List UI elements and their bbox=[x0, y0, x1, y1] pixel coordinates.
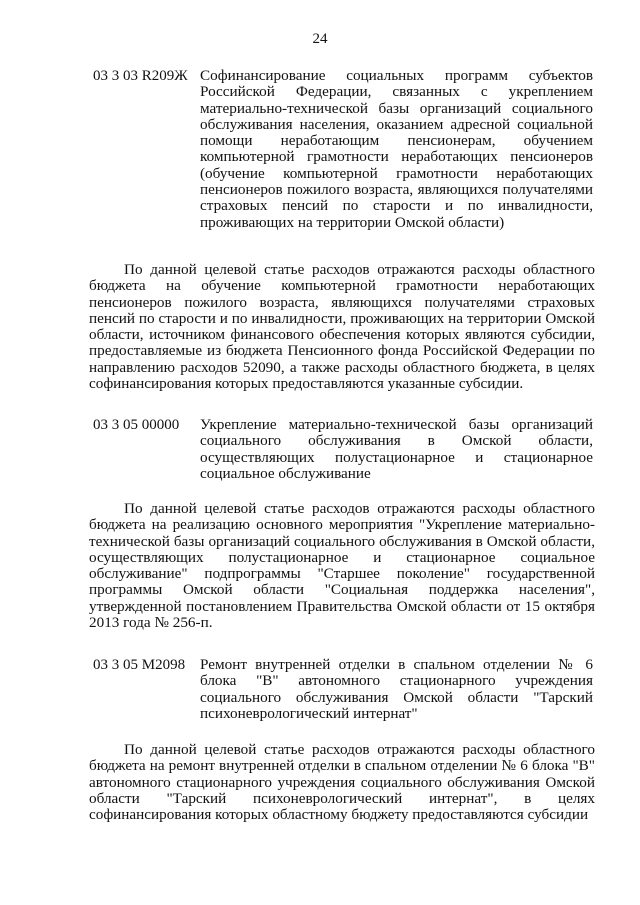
budget-code: 03 3 03 R209Ж bbox=[93, 68, 188, 84]
budget-entry-title: Укрепление материально-технической базы организаций социального обслуживания в Омской области, осуществляющих полустационарное и стационарное социальное обслуживание bbox=[200, 416, 593, 482]
budget-entry-description: По данной целевой статье расходов отражаются расходы областного бюджета на ремонт внутренней отделки в спальном отделении № 6 блока "В" автономного стационарного учреждения социального обслуживания Омской области "Тарский психоневрологический интернат", в целях софинансирования которых областному бюджету предоставляются субсидии bbox=[89, 741, 595, 824]
budget-entry-description: По данной целевой статье расходов отражаются расходы областного бюджета на обучение компьютерной грамотности неработающих пенсионеров пожилого возраста, являющихся получателями страховых пенсий по старости и по инвалидности, проживающих на территории Омской области, источником финансового обеспечения которых являются субсидии, предоставляемые из бюджета Пенсионного фонда Российской Федерации по направлению расходов 52090, а также расходы областного бюджета, в целях софинансирования которых предоставляются указанные субсидии. bbox=[89, 261, 595, 393]
budget-code: 03 3 05 00000 bbox=[93, 417, 180, 433]
budget-entry bbox=[93, 657, 593, 722]
budget-entry-title: Ремонт внутренней отделки в спальном отделении № 6 блока "В" автономного стационарного учреждения социального обслуживания Омской области "Тарский психоневрологический интернат" bbox=[200, 656, 593, 722]
budget-code: 03 3 05 M2098 bbox=[93, 657, 186, 673]
page-number: 24 bbox=[312, 31, 328, 47]
budget-entry bbox=[93, 417, 593, 482]
budget-entry bbox=[93, 68, 593, 231]
budget-entry-title: Софинансирование социальных программ субъектов Российской Федерации, связанных с укреплением материально-технической базы организаций социального обслуживания населения, оказанием адресной социальной помощи неработающим пенсионерам, обучением компьютерной грамотности неработающих пенсионеров (обучение компьютерной грамотности неработающих пенсионеров пожилого возраста, являющихся получателями страховых пенсий по старости и по инвалидности, проживающих на территории Омской области) bbox=[200, 67, 593, 231]
budget-entry-description: По данной целевой статье расходов отражаются расходы областного бюджета на реализацию основного мероприятия "Укрепление материально-технической базы организаций социального обслуживания в Омской области, осуществляющих полустационарное и стационарное социальное обслуживание" подпрограммы "Старшее поколение" государственной программы Омской области "Социальная поддержка населения", утвержденной постановлением Правительства Омской области от 15 октября 2013 года № 256-п. bbox=[89, 500, 595, 632]
